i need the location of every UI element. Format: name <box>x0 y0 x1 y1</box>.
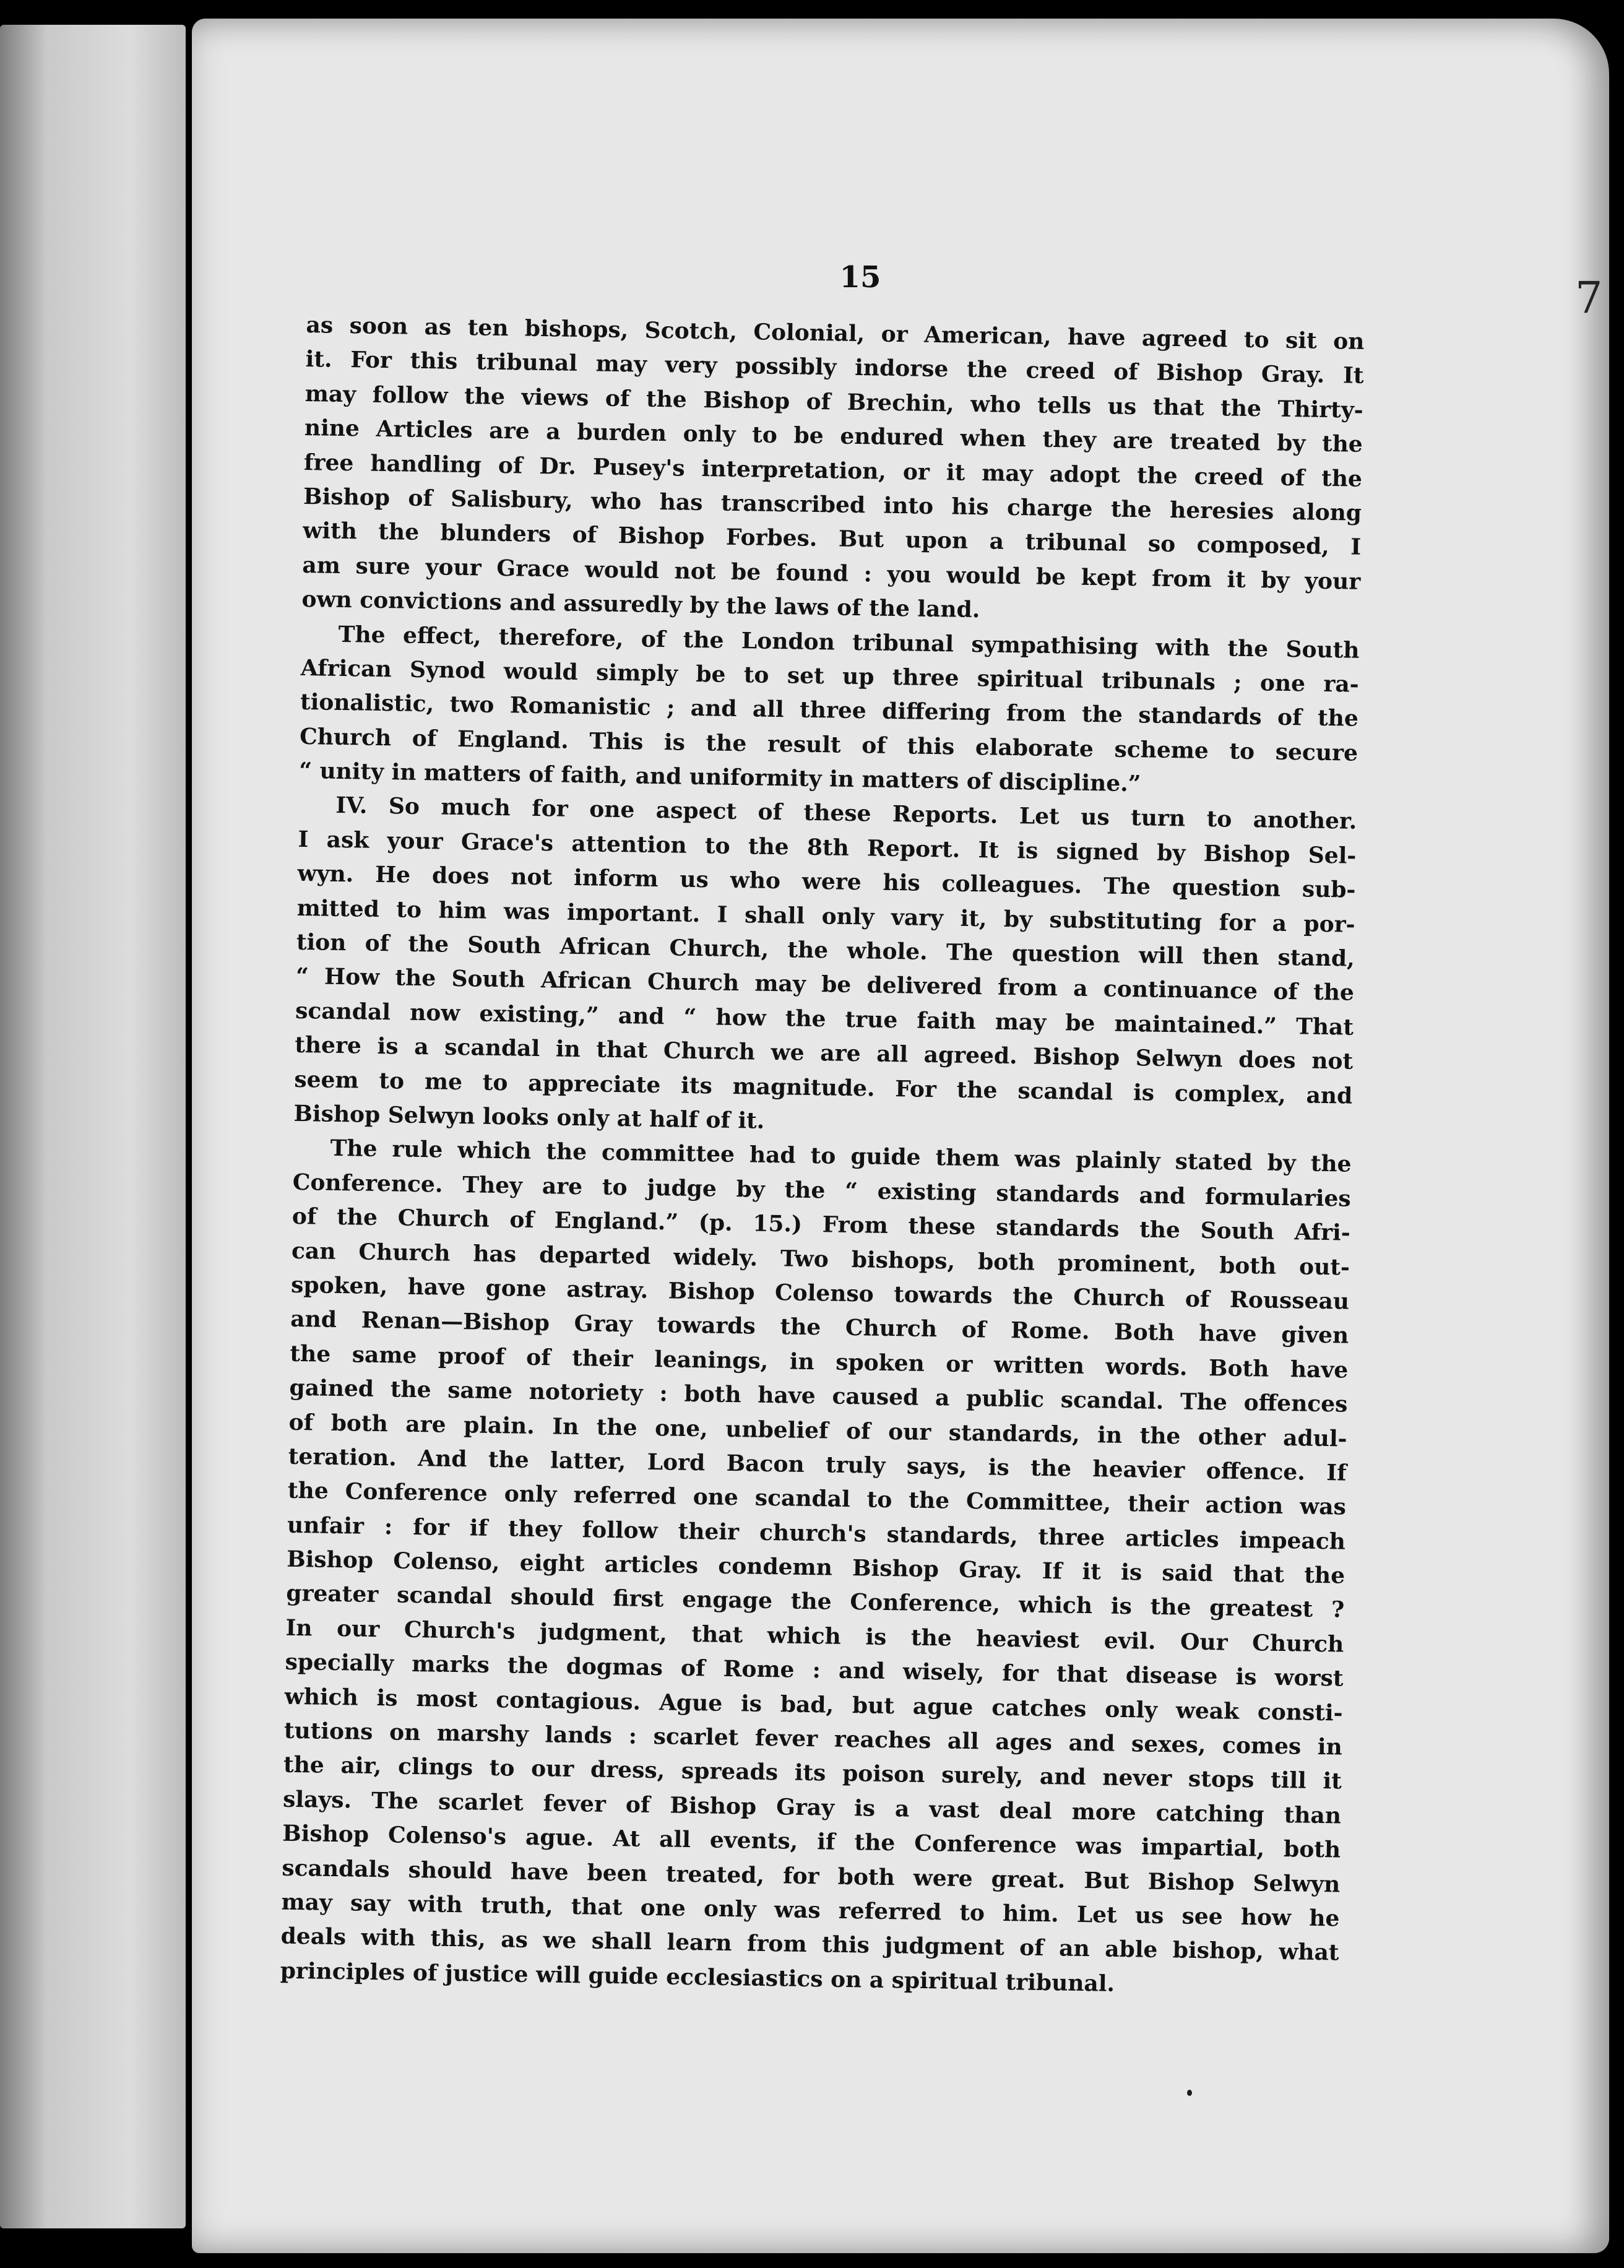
text-line: wyn. He does not inform us who were his colleagues. The question sub- <box>297 860 1356 903</box>
text-line: principles of justice will guide ecclesiastics on a spiritual tribunal. <box>280 1957 1115 1997</box>
text-line: there is a scandal in that Church we are all agreed. Bishop Selwyn does not <box>294 1032 1354 1075</box>
text-line: Church of England. This is the result of this elaborate scheme to secure <box>299 723 1358 766</box>
text-line: the same proof of their leanings, in spoken or written words. Both have <box>290 1340 1349 1383</box>
text-line: of both are plain. In the one, unbelief of our standards, in the other adul- <box>288 1409 1347 1452</box>
text-line: own convictions and assuredly by the laws of the land. <box>301 586 980 623</box>
text-line: the air, clings to our dress, spreads its poison surely, and never stops till it <box>283 1752 1342 1794</box>
text-line: slays. The scarlet fever of Bishop Gray is a vast deal more catching than <box>282 1786 1342 1829</box>
text-line: unfair : for if they follow their church's standards, three articles impeach <box>287 1512 1346 1555</box>
paragraph-start-line: IV. So much for one aspect of these Reports. Let us turn to another. <box>335 792 1357 835</box>
text-line: “ How the South African Church may be delivered from a continuance of the <box>295 963 1355 1006</box>
text-line: I ask your Grace's attention to the 8th Report. It is signed by Bishop Sel- <box>298 826 1357 869</box>
text-line: Bishop Colenso, eight articles condemn Bishop Gray. If it is said that the <box>286 1546 1345 1589</box>
text-line: tionalistic, two Romanistic ; and all three differing from the standards of the <box>300 689 1359 732</box>
text-line: Conference. They are to judge by the “ existing standards and formularies <box>292 1169 1351 1212</box>
margin-mark: 7 <box>1575 272 1603 323</box>
text-line: teration. And the latter, Lord Bacon truly says, is the heavier offence. If <box>288 1443 1347 1486</box>
text-line: and Renan—Bishop Gray towards the Church of Rome. Both have given <box>290 1306 1349 1349</box>
page-number: 15 <box>839 260 881 295</box>
text-line: free handling of Dr. Pusey's interpretation, or it may adopt the creed of the <box>303 449 1363 492</box>
ink-speck <box>1187 2090 1192 2096</box>
text-line: spoken, have gone astray. Bishop Colenso towards the Church of Rousseau <box>290 1271 1350 1315</box>
body-text <box>280 308 1364 2005</box>
previous-page-edge <box>0 25 186 2228</box>
text-line: as soon as ten bishops, Scotch, Colonial, or American, have agreed to sit on <box>306 311 1365 355</box>
text-line: greater scandal should first engage the Conference, which is the greatest ? <box>286 1580 1345 1624</box>
text-line: may follow the views of the Bishop of Brechin, who tells us that the Thirty- <box>304 380 1363 423</box>
text-line: “ unity in matters of faith, and uniformity in matters of discipline.” <box>298 757 1141 797</box>
text-line: In our Church's judgment, that which is the heaviest evil. Our Church <box>285 1614 1344 1658</box>
text-line: Bishop Selwyn looks only at half of it. <box>293 1100 765 1134</box>
text-line: Bishop Colenso's ague. At all events, if the Conference was impartial, both <box>282 1820 1341 1863</box>
text-line: the Conference only referred one scandal to the Committee, their action was <box>287 1478 1347 1520</box>
text-line: Bishop of Salisbury, who has transcribed into his charge the heresies along <box>303 483 1362 526</box>
text-line: seem to me to appreciate its magnitude. For the scandal is complex, and <box>294 1066 1353 1109</box>
text-line: deals with this, as we shall learn from this judgment of an able bishop, what <box>280 1923 1339 1966</box>
text-line: gained the same notoriety : both have caused a public scandal. The offences <box>289 1374 1348 1418</box>
text-line: may say with truth, that one only was referred to him. Let us see how he <box>281 1889 1340 1932</box>
text-line: am sure your Grace would not be found : you would be kept from it by your <box>302 552 1361 595</box>
text-line: scandal now existing,” and “ how the true faith may be maintained.” That <box>295 997 1354 1041</box>
text-line: of the Church of England.” (p. 15.) From these standards the South Afri- <box>292 1203 1351 1246</box>
text-line: it. For this tribunal may very possibly indorse the creed of Bishop Gray. It <box>305 346 1364 389</box>
text-line: scandals should have been treated, for both were great. But Bishop Selwyn <box>282 1855 1341 1898</box>
text-line: with the blunders of Bishop Forbes. But upon a tribunal so composed, I <box>303 517 1362 561</box>
text-line: specially marks the dogmas of Rome : and wisely, for that disease is worst <box>285 1648 1344 1692</box>
paragraph-start-line: The rule which the committee had to guide them was plainly stated by the <box>330 1135 1352 1178</box>
text-line: mitted to him was important. I shall only vary it, by substituting for a por- <box>296 894 1355 938</box>
text-line: can Church has departed widely. Two bishops, both prominent, both out- <box>291 1237 1350 1281</box>
text-line: African Synod would simply be to set up three spiritual tribunals ; one ra- <box>300 654 1359 698</box>
text-line: tion of the South African Church, the whole. The question will then stand, <box>296 928 1355 972</box>
paragraph-start-line: The effect, therefore, of the London tribunal sympathising with the South <box>338 621 1360 664</box>
text-line: nine Articles are a burden only to be endured when they are treated by the <box>304 415 1363 458</box>
text-line: which is most contagious. Ague is bad, but ague catches only weak consti- <box>284 1683 1343 1726</box>
text-line: tutions on marshy lands : scarlet fever reaches all ages and sexes, comes in <box>283 1717 1343 1760</box>
